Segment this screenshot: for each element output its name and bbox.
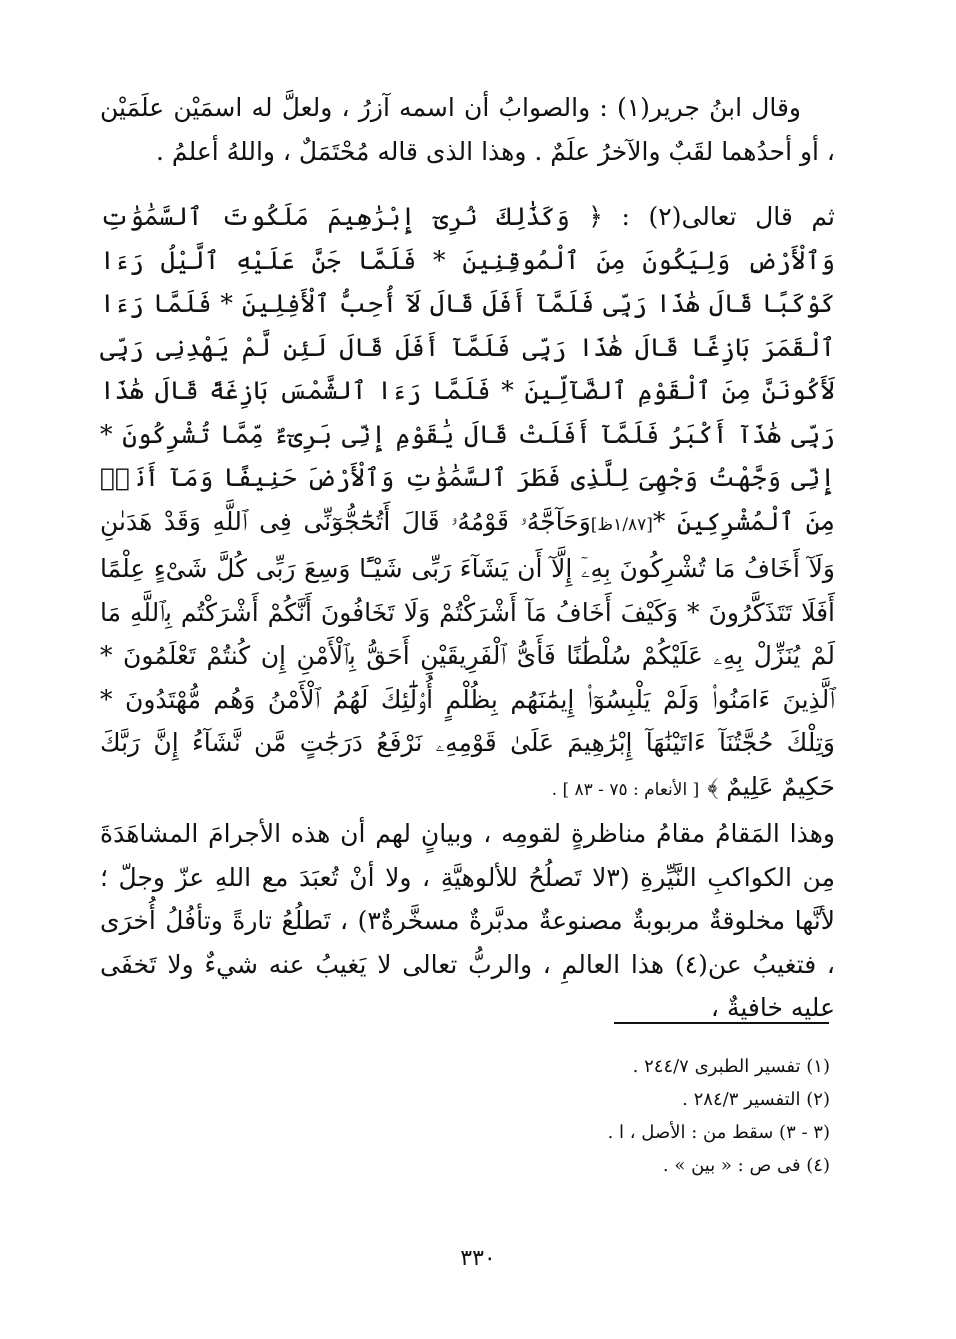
footnote-3: (٣ - ٣) سقط من : الأصل ، ا . [607, 1122, 830, 1143]
quran-passage [100, 195, 835, 812]
paragraph-gap [100, 173, 835, 195]
footnotes [300, 1050, 830, 1182]
page-number: ٣٣٠ [460, 1246, 496, 1271]
folio-mark: [١/٨٧ظ] [590, 514, 653, 535]
footnote-4: (٤) فى ص : « بين » . [662, 1155, 830, 1176]
footnote-1: (١) تفسير الطبرى ٢٤٤/٧ . [632, 1056, 830, 1077]
paragraph-ibn-jarir: وقال ابنُ جرير(١) : والصوابُ أن اسمه آزرُ ، ولعلَّ له اسمَيْن علَمَيْن ، أو أحدُهما لقَبٌ والآخرُ علَمٌ . وهذا الذى قاله مُحْتَمَلٌ ، واللهُ أعلمُ . [100, 93, 835, 166]
quran-verses: ﴿ وَكَذَٰلِكَ نُرِىٓ إِبْرَٰهِيمَ مَلَكُوتَ ٱلسَّمَٰوَٰتِ وَٱلْأَرْضِ وَلِيَكُونَ مِنَ ٱلْمُوقِنِينَ * فَلَمَّا جَنَّ عَلَيْهِ ٱلَّيْلُ رَءَا كَوْكَبًا قَالَ هَٰذَا رَبِّى فَلَمَّآ أَفَلَ قَالَ لَآ أُحِبُّ ٱلْأَفِلِينَ * فَلَمَّا رَءَا ٱلْقَمَرَ بَازِغًا قَالَ هَٰذَا رَبِّى فَلَمَّآ أَفَلَ قَالَ لَئِن لَّمْ يَهْدِنِى رَبِّى لَأَكُونَنَّ مِنَ ٱلْقَوْمِ ٱلضَّآلِّينَ * فَلَمَّا رَءَا ٱلشَّمْسَ بَازِغَةً قَالَ هَٰذَا رَبِّى هَٰذَآ أَكْبَرُ فَلَمَّآ أَفَلَتْ قَالَ يَٰقَوْمِ إِنِّى بَرِىٓءٌ مِّمَّا تُشْرِكُونَ * إِنِّى وَجَّهْتُ وَجْهِىَ لِلَّذِى فَطَرَ ٱلسَّمَٰوَٰتِ وَٱلْأَرْضَ حَنِيفًا وَمَآ أَنَا۠ مِنَ ٱلْمُشْرِكِينَ * [100, 202, 835, 536]
quran-verses-continued: وَحَآجَّهُۥ قَوْمُهُۥ قَالَ أَتُحَٰٓجُّوٓنِّى فِى ٱللَّهِ وَقَدْ هَدَىٰنِ وَلَآ أَخَافُ مَا تُشْرِكُونَ بِهِۦٓ إِلَّآ أَن يَشَآءَ رَبِّى شَيْـًٔا وَسِعَ رَبِّى كُلَّ شَىْءٍ عِلْمًا أَفَلَا تَتَذَكَّرُونَ * وَكَيْفَ أَخَافُ مَآ أَشْرَكْتُمْ وَلَا تَخَافُونَ أَنَّكُمْ أَشْرَكْتُم بِٱللَّهِ مَا لَمْ يُنَزِّلْ بِهِۦ عَلَيْكُمْ سُلْطَٰنًا فَأَىُّ ٱلْفَرِيقَيْنِ أَحَقُّ بِٱلْأَمْنِ إِن كُنتُمْ تَعْلَمُونَ * ٱلَّذِينَ ءَامَنُوا۟ وَلَمْ يَلْبِسُوٓا۟ إِيمَٰنَهُم بِظُلْمٍ أُو۟لَٰٓئِكَ لَهُمُ ٱلْأَمْنُ وَهُم مُّهْتَدُونَ * وَتِلْكَ حُجَّتُنَآ ءَاتَيْنَٰهَآ إِبْرَٰهِيمَ عَلَىٰ قَوْمِهِۦ نَرْفَعُ دَرَجَٰتٍ مَّن نَّشَآءُ إِنَّ رَبَّكَ حَكِيمٌ عَلِيمٌ ﴾ [100, 506, 835, 801]
paragraph-commentary: وهذا المَقامُ مقامُ مناظرةٍ لقومِه ، وبيانٍ لهم أن هذه الأجرامَ المشاهَدَةَ مِن الكواكبِ النَّيِّرةِ (٣لا تَصلُحُ للألوهيَّةِ ، ولا أنْ تُعبَدَ مع اللهِ عزّ وجلّ ؛ لأنَّها مخلوقةٌ مربوبةٌ مصنوعةٌ مدبَّرةٌ مسخَّرةٌ٣) ، تَطلُعُ تارةً وتأفُلُ أُخرَى ، فتغيبُ عن(٤) هذا العالمِ ، والربُّ تعالى لا يَغيبُ عنه شيءٌ ولا تَخفَى عليه خافيةٌ ، [100, 819, 835, 1022]
quran-intro: ثم قال تعالى(٢) : [621, 202, 836, 231]
main-text [100, 86, 835, 1030]
footnote-2: (٢) التفسير ٢٨٤/٣ . [682, 1089, 830, 1110]
verse-reference: [ الأنعام : ٧٥ - ٨٣ ] . [551, 779, 700, 800]
footnote-separator [614, 1022, 829, 1024]
